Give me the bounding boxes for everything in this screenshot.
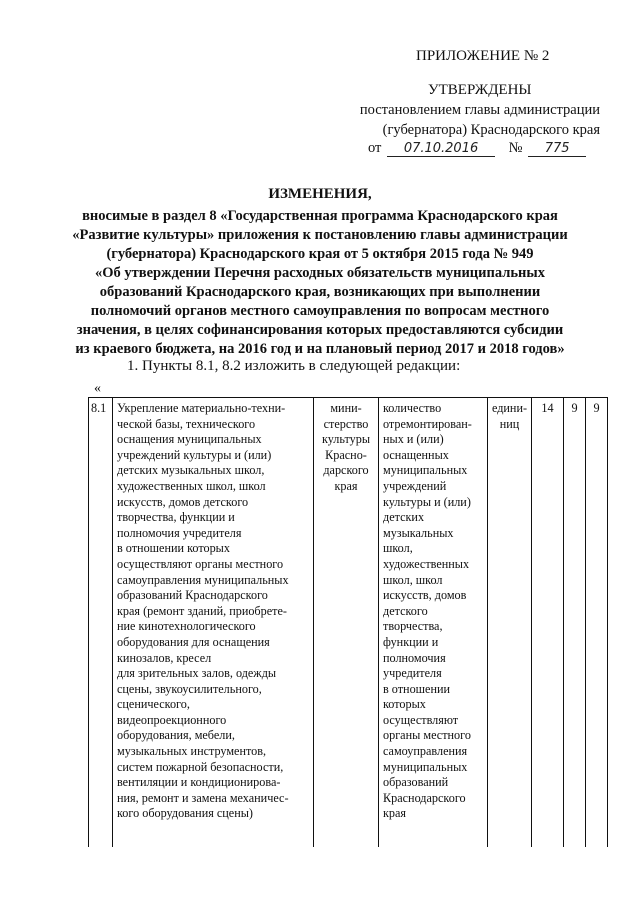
cell-description: Укрепление материально-техни- ческой базы, технического оснащения муниципальных учреждений культуры и (или) детских музыкальных школ, художественных школ, школ искусств, домов детского творчества, функции и полномочия учредителя в отношении которых осуществляют органы местного самоуправления муниципальных образований Краснодарского края (ремонт зданий, приобрете- ние кинотехнологического оборудования для оснащения кинозалов, кресел для зрительных залов, одежды сцены, звукоусилительного, сценического, видеопроекционного оборудования, мебели, музыкальных инструментов, систем пожарной безопасности, вентиляции и кондиционирова- ния, ремонт и замена механичес- кого оборудования сцены): [117, 401, 289, 821]
title-line: вносимые в раздел 8 «Государственная программа Краснодарского края: [82, 208, 558, 224]
cell-value-2016: 14: [541, 401, 554, 415]
number-prefix: №: [508, 140, 523, 156]
title-line: (губернатора) Краснодарского края от 5 октября 2015 года № 949: [106, 246, 534, 262]
title-line: значения, в целях софинансирования которых предоставляются субсидии: [76, 322, 564, 338]
title-line: «Развитие культуры» приложения к постановлению главы администрации: [72, 227, 568, 243]
number-value: 775: [528, 141, 586, 157]
approved-by-line-2: (губернатора) Краснодарского края: [382, 122, 600, 138]
date-number-line: [368, 140, 586, 157]
approved-label: УТВЕРЖДЕНЫ: [428, 82, 532, 98]
column-divider: [531, 397, 532, 847]
column-divider: [585, 397, 586, 847]
title-line: образований Краснодарского края, возникающих при выполнении: [99, 284, 541, 300]
cell-unit: едини- ниц: [491, 401, 528, 431]
column-divider: [563, 397, 564, 847]
cell-number: 8.1: [91, 401, 107, 415]
column-divider: [88, 397, 89, 847]
column-divider: [607, 397, 608, 847]
cell-indicator: количество отремонтирован- ных и (или) оснащенных муниципальных учреждений культуры и (или) детских музыкальных школ, художественных школ, школ искусств, домов детского творчества, функции и полномочия учредителя в отношении которых осуществляют органы местного самоуправления муниципальных образований Краснодарского края: [383, 401, 472, 821]
cell-value-2018: 9: [593, 401, 600, 415]
intro-paragraph: 1. Пункты 8.1, 8.2 изложить в следующей редакции:: [127, 358, 461, 374]
title-line: из краевого бюджета, на 2016 год и на плановый период 2017 и 2018 годов»: [75, 341, 565, 357]
programs-table: [88, 397, 608, 847]
column-divider: [112, 397, 113, 847]
cell-ministry: мини- стерство культуры Красно- дарского края: [321, 401, 371, 493]
appendix-label: ПРИЛОЖЕНИЕ № 2: [416, 48, 550, 64]
title-line: полномочий органов местного самоуправления по вопросам местного: [90, 303, 550, 319]
title-line: «Об утверждении Перечня расходных обязательств муниципальных: [95, 265, 545, 281]
approved-by-line-1: постановлением главы администрации: [359, 102, 600, 118]
opening-quote: «: [94, 381, 101, 396]
date-prefix: от: [368, 140, 382, 156]
cell-value-2017: 9: [571, 401, 578, 415]
document-heading: ИЗМЕНЕНИЯ,: [268, 186, 372, 202]
table-top-border: [88, 397, 608, 398]
column-divider: [378, 397, 379, 847]
column-divider: [487, 397, 488, 847]
date-value: 07.10.2016: [387, 141, 495, 157]
